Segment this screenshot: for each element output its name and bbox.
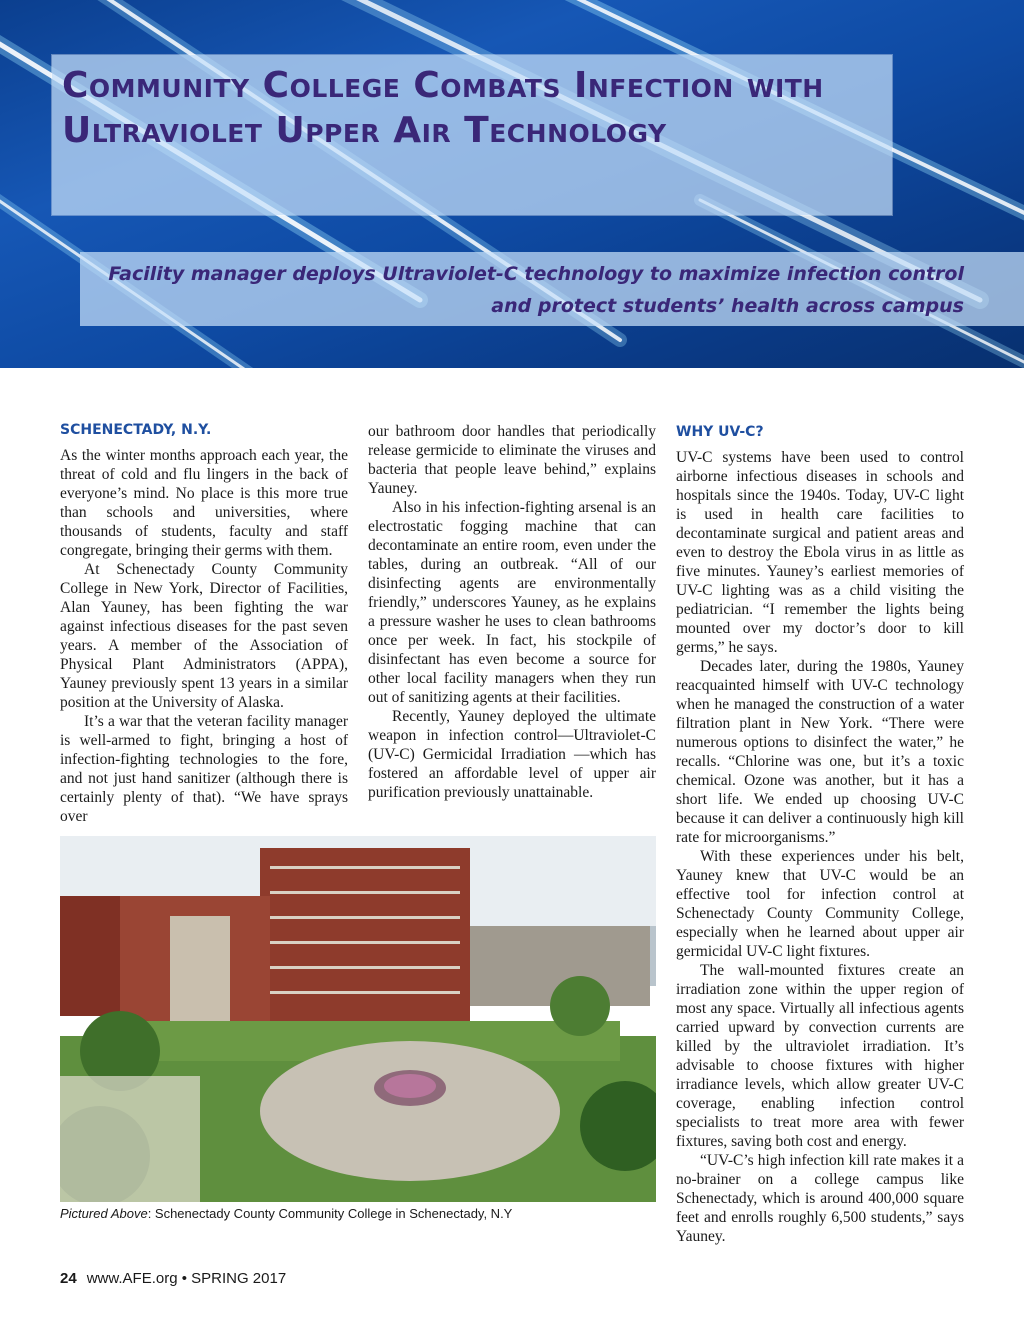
- paragraph: With these experiences under his belt, Yauney knew that UV-C would be an effective tool for infection control at Schenectady County Community College, especially when he learned about upper air germicidal UV-C light fixtures.: [676, 848, 964, 960]
- column-3: [676, 422, 964, 1246]
- paragraph: “UV-C’s high infection kill rate makes it a no-brainer on a college campus like Schenectady, which is around 400,000 square feet and enrolls roughly 6,500 students,” says Yauney.: [676, 1152, 964, 1245]
- subtitle-line-2: and protect students’ health across campus: [491, 295, 964, 317]
- paragraph: UV-C systems have been used to control airborne infectious diseases in schools and hospitals since the 1940s. Today, UV-C light is used in health care facilities to decontaminate surgical and patient areas and even to destroy the Ebola virus in as little as five minutes. Yauney’s earliest memories of UV-C lighting was as a child visiting the pediatrician. “I remember the lights being mounted over my doctor’s door to kill germs,” he says.: [676, 449, 964, 656]
- photo-caption: [60, 1206, 512, 1221]
- article-subtitle: [80, 252, 1024, 322]
- paragraph: our bathroom door handles that periodically release germicide to eliminate the viruses and bacteria that people leave behind,” explains Yauney.: [368, 423, 656, 497]
- campus-photo: [60, 836, 656, 1202]
- dateline: SCHENECTADY, N.Y.: [60, 422, 212, 438]
- paragraph: Recently, Yauney deployed the ultimate weapon in infection control—Ultraviolet-C (UV-C) Germicidal Irradiation —which has fostered an affordable level of upper air purification previously unattainable.: [368, 708, 656, 801]
- paragraph: Decades later, during the 1980s, Yauney reacquainted himself with UV-C technology when he managed the construction of a water filtration plant in New York. “There were numerous options to disinfect the water,” he recalls. “Chlorine was one, but it’s a toxic chemical. Ozone was another, but it has a short life. We ended up choosing UV-C because it can deliver a continuously high kill rate for microorganisms.”: [676, 658, 964, 846]
- subtitle-box: [80, 252, 1024, 326]
- caption-text: : Schenectady County Community College in Schenectady, N.Y: [147, 1206, 513, 1221]
- paragraph: Also in his infection-fighting arsenal is an electrostatic fogging machine that can decontaminate an entire room, even under the tables, during an outbreak. “All of our disinfecting agents are environmentally friendly,” underscores Yauney, as he explains a pressure washer he uses to clean bathrooms once per week. In fact, his stockpile of disinfectant has even become a source for other local facility managers when they run out of sanitizing agents at their facilities.: [368, 499, 656, 706]
- paragraph: As the winter months approach each year, the threat of cold and flu lingers in the back of everyone’s mind. No place is this more true than schools and universities, where thousands of students, faculty and staff congregate, bringing their germs with them.: [60, 447, 348, 559]
- paragraph: It’s a war that the veteran facility manager is well-armed to fight, bringing a host of infection-fighting technologies to the fore, and not just hand sanitizer (although there is certainly plenty of that). “We have sprays over: [60, 713, 348, 825]
- page-number: 24: [60, 1270, 77, 1287]
- caption-label: Pictured Above: [60, 1206, 148, 1221]
- footer-text: www.AFE.org • SPRING 2017: [86, 1270, 287, 1287]
- article-title: Community College Combats Infection with Ultraviolet Upper Air Technology: [62, 65, 824, 151]
- column-1: [60, 420, 348, 826]
- header-banner: [0, 0, 1024, 368]
- paragraph: The wall-mounted fixtures create an irradiation zone within the upper region of most any space. Virtually all infectious agents carried upward by convection currents are killed by the ultraviolet irradiation. It’s advisable to choose fixtures with higher irradiance levels, which allow greater UV-C coverage, enabling infection control specialists to treat more area with fewer fixtures, saving both cost and energy.: [676, 962, 964, 1150]
- page-footer: [60, 1270, 286, 1287]
- title-box: [52, 55, 892, 215]
- column-2: [368, 422, 656, 802]
- campus-aerial-illustration: [60, 836, 656, 1202]
- subtitle-line-1: Facility manager deploys Ultraviolet-C technology to maximize infection control: [108, 263, 964, 285]
- section-heading: WHY UV-C?: [676, 424, 764, 440]
- paragraph: At Schenectady County Community College in New York, Director of Facilities, Alan Yauney, has been fighting the war against infectious diseases for the past seven years. A member of the Association of Physical Plant Administrators (APPA), Yauney previously spent 13 years in a similar position at the University of Alaska.: [60, 561, 348, 711]
